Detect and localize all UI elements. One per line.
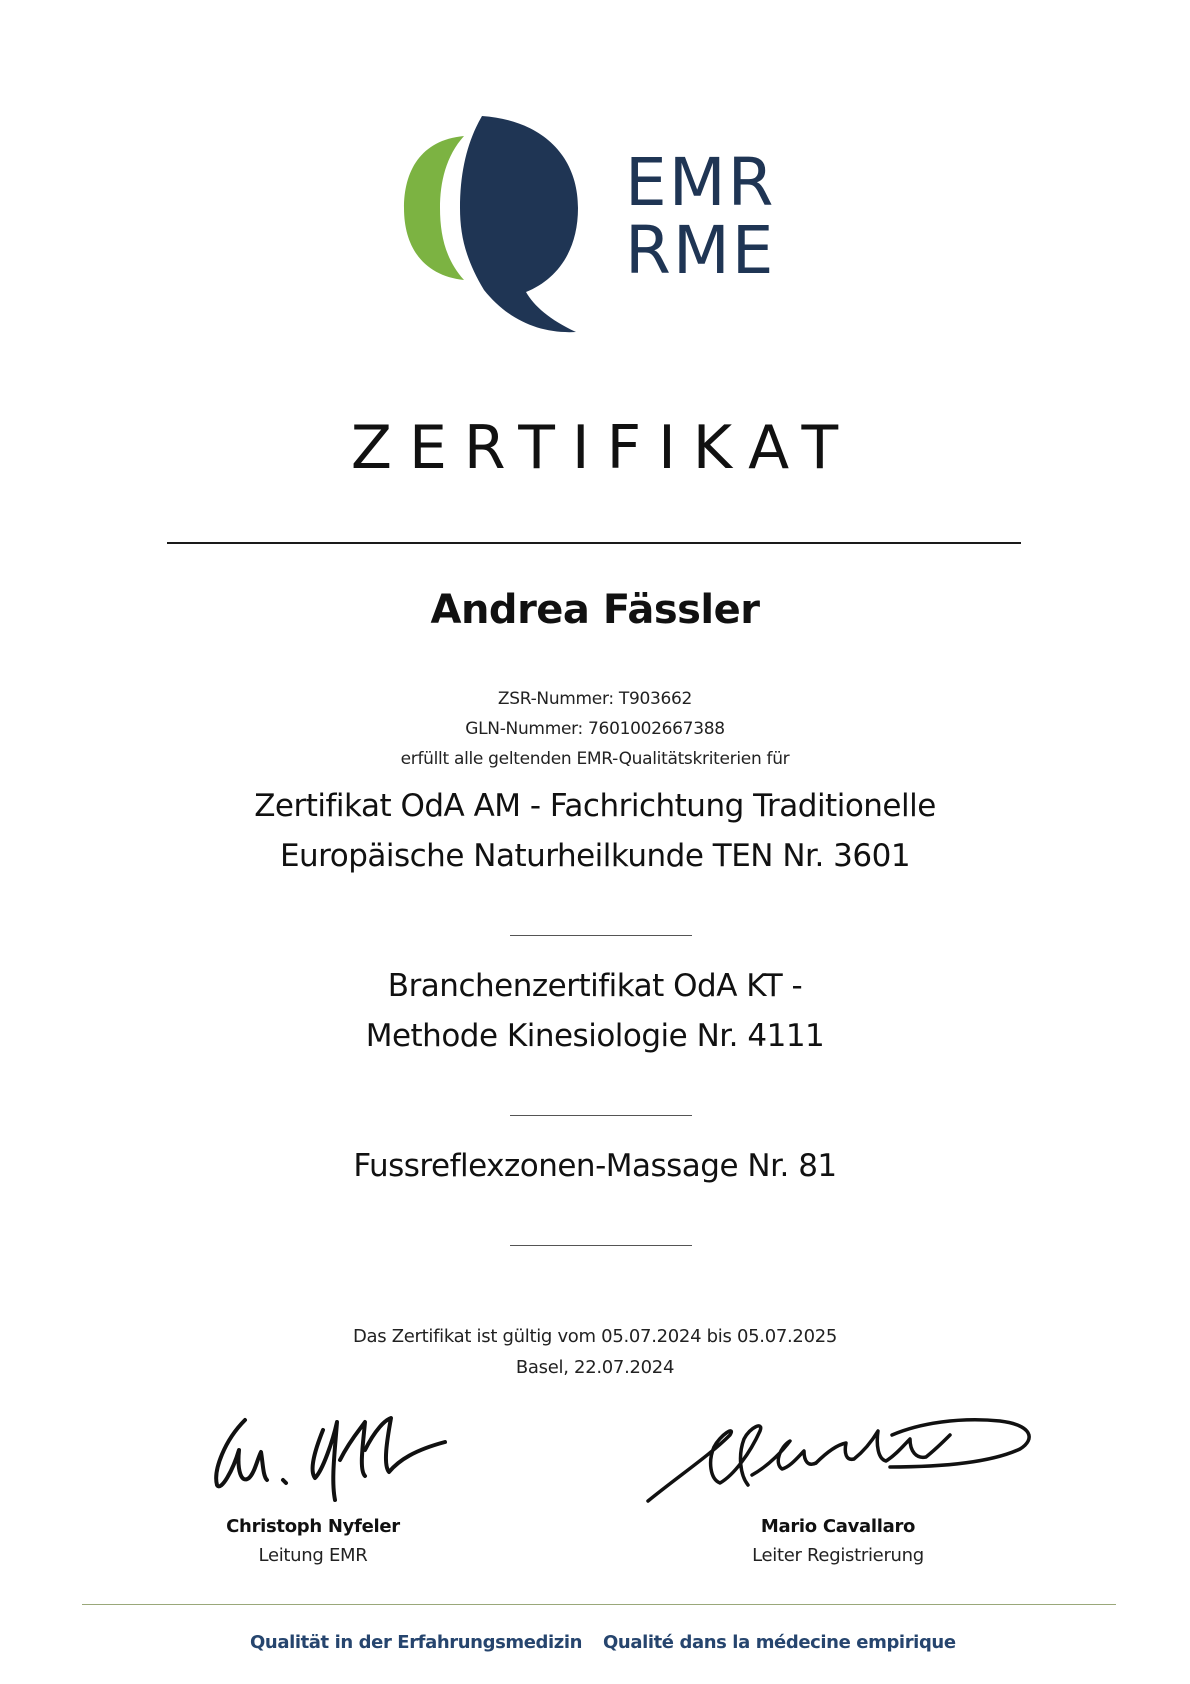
certificate-2-line2: Methode Kinesiologie Nr. 4111 — [365, 1018, 825, 1054]
footer-tagline-fr: Qualité dans la médecine empirique — [603, 1632, 956, 1653]
validity-text: Das Zertifikat ist gültig vom 05.07.2024 bis 05.07.2025 — [352, 1326, 838, 1347]
certificate-1-line2: Europäische Naturheilkunde TEN Nr. 3601 — [279, 838, 911, 874]
place-date: Basel, 22.07.2024 — [515, 1357, 675, 1378]
gln-number: GLN-Nummer: 7601002667388 — [465, 719, 725, 739]
signatory-2-role: Leiter Registrierung — [752, 1545, 924, 1566]
certificate-1-line1: Zertifikat OdA AM - Fachrichtung Traditionelle — [254, 788, 936, 824]
logo-text-emr: EMR — [625, 144, 776, 221]
holder-name: Andrea Fässler — [430, 587, 760, 633]
footer-tagline-de: Qualität in der Erfahrungsmedizin — [250, 1632, 583, 1653]
signature-nyfeler-icon — [205, 1400, 450, 1510]
title-divider — [167, 542, 1021, 544]
section-divider — [510, 1115, 692, 1116]
section-divider — [510, 1245, 692, 1246]
section-divider — [510, 935, 692, 936]
zsr-number: ZSR-Nummer: T903662 — [497, 689, 693, 709]
certificate-2-line1: Branchenzertifikat OdA KT - — [387, 968, 803, 1004]
logo-text-rme: RME — [625, 212, 776, 289]
certificate-3-line1: Fussreflexzonen-Massage Nr. 81 — [353, 1148, 837, 1184]
signatory-1-role: Leitung EMR — [258, 1545, 368, 1566]
criteria-text: erfüllt alle geltenden EMR-Qualitätskriterien für — [400, 749, 790, 769]
signatory-2-name: Mario Cavallaro — [760, 1516, 916, 1537]
emr-q-emblem-icon — [400, 110, 580, 335]
signatory-1-name: Christoph Nyfeler — [226, 1516, 400, 1537]
signature-cavallaro-icon — [640, 1405, 1040, 1510]
footer-divider — [82, 1604, 1116, 1605]
page-title: ZERTIFIKAT — [350, 413, 856, 483]
